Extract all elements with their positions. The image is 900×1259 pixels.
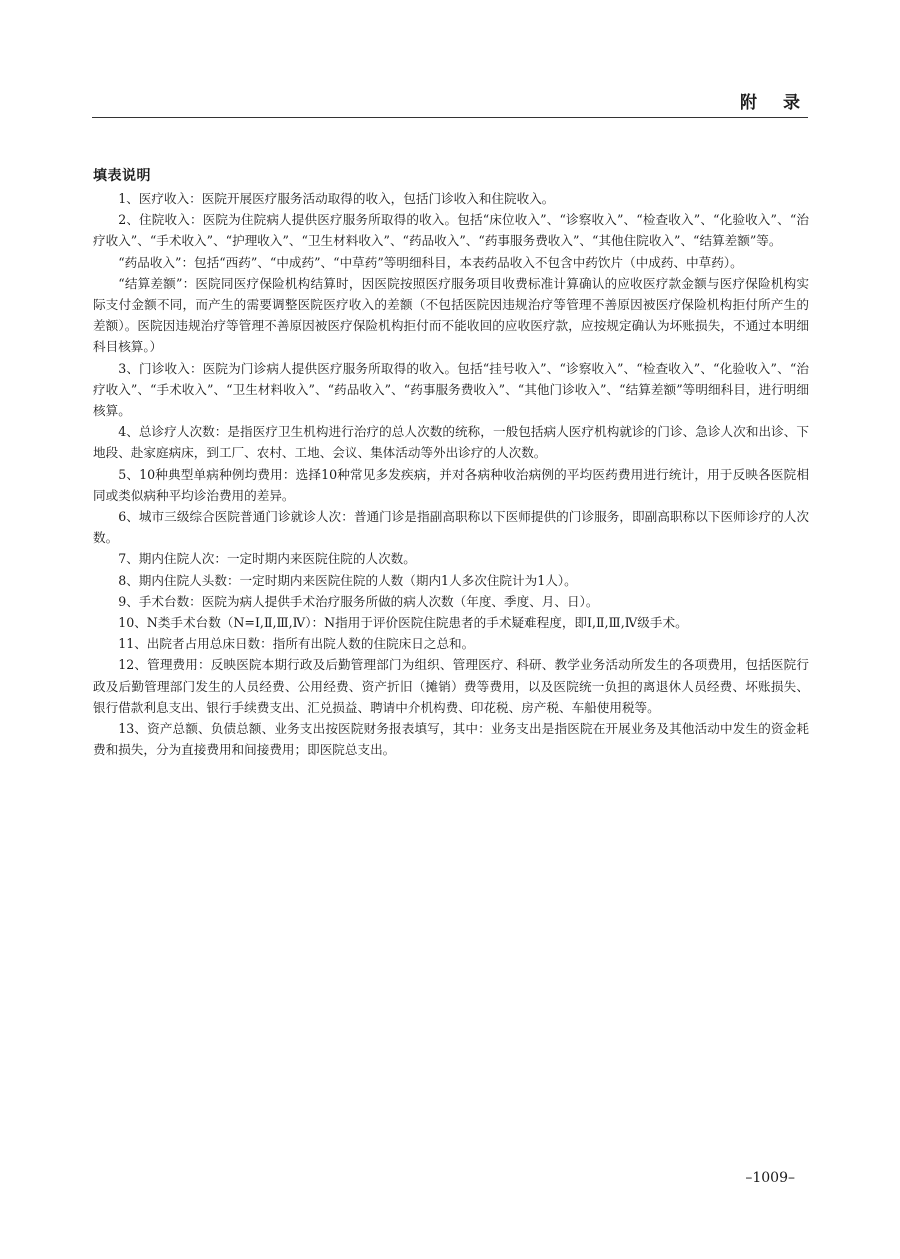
paragraph-discharge-bed-days: 11、出院者占用总床日数：指所有出院人数的住院床日之总和。 (118, 636, 475, 652)
paragraph-general-outpatient-visits: 6、城市三级综合医院普通门诊就诊人次：普通门诊是指副高职称以下医师提供的门诊服务，即副高职称以下医师诊疗的人次数。 (93, 509, 809, 546)
paragraph-surgery-class-count: 10、N类手术台数（N=Ⅰ,Ⅱ,Ⅲ,Ⅳ）：N指用于评价医院住院患者的手术疑难程度，即Ⅰ,Ⅱ,Ⅲ,Ⅳ级手术。 (118, 615, 688, 631)
paragraph-outpatient-income: 3、门诊收入：医院为门诊病人提供医疗服务所取得的收入。包括“挂号收入”、“诊察收入”、“检查收入”、“化验收入”、“治疗收入”、“手术收入”、“卫生材料收入”、“药品收入”、“药事服务费收入”、“其他门诊收入”、“结算差额”等明细科目，进行明细核算。 (93, 360, 809, 419)
paragraph-drug-income: “药品收入”：包括“西药”、“中成药”、“中草药”等明细科目，本表药品收入不包含中药饮片（中成药、中草药）。 (118, 254, 743, 270)
header-divider (92, 117, 808, 118)
section-heading: 填表说明 (93, 168, 151, 184)
instructions-body (93, 188, 809, 760)
paragraph-management-expenses: 12、管理费用：反映医院本期行政及后勤管理部门为组织、管理医疗、科研、教学业务活动所发生的各项费用，包括医院行政及后勤管理部门发生的人员经费、公用经费、资产折旧（摊销）费等费用，以及医院统一负担的离退休人员经费、坏账损失、银行借款利息支出、银行手续费支出、汇兑损益、聘请中介机构费、印花税、房产税、车船使用税等。 (93, 657, 809, 715)
paragraph-medical-income: 1、医疗收入：医院开展医疗服务活动取得的收入，包括门诊收入和住院收入。 (118, 191, 555, 206)
paragraph-inpatient-headcount: 8、期内住院人头数：一定时期内来医院住院的人数（期内1人多次住院计为1人）。 (118, 572, 577, 588)
paragraph-single-disease-cost: 5、10种典型单病种例均费用：选择10种常见多发疾病，并对各病种收治病例的平均医药费用进行统计，用于反映各医院相同或类似病种平均诊治费用的差异。 (93, 466, 809, 503)
paragraph-total-visits: 4、总诊疗人次数：是指医疗卫生机构进行治疗的总人次数的统称，一般包括病人医疗机构就诊的门诊、急诊人次和出诊、下地段、赴家庭病床，到工厂、农村、工地、会议、集体活动等外出诊疗的人次数。 (93, 424, 809, 461)
paragraph-assets-liabilities: 13、资产总额、负债总额、业务支出按医院财务报表填写，其中：业务支出是指医院在开展业务及其他活动中发生的资金耗费和损失，分为直接费用和间接费用；即医院总支出。 (93, 721, 809, 758)
paragraph-inpatient-income: 2、住院收入：医院为住院病人提供医疗服务所取得的收入。包括“床位收入”、“诊察收入”、“检查收入”、“化验收入”、“治疗收入”、“手术收入”、“护理收入”、“卫生材料收入”、“药品收入”、“药事服务费收入”、“其他住院收入”、“结算差额”等。 (93, 212, 809, 249)
paragraph-settlement-difference: “结算差额”：医院同医疗保险机构结算时，因医院按照医疗服务项目收费标准计算确认的应收医疗款金额与医疗保险机构实际支付金额不同，而产生的需要调整医院医疗收入的差额（不包括医院因违规治疗等管理不善原因被医疗保险机构拒付所产生的差额）。医院因违规治疗等管理不善原因被医疗保险机构拒付而不能收回的应收医疗款，应按规定确认为坏账损失，不通过本明细科目核算。） (93, 275, 809, 355)
paragraph-surgery-count: 9、手术台数：医院为病人提供手术治疗服务所做的病人次数（年度、季度、月、日）。 (118, 593, 599, 609)
running-header-title: 附录 (740, 93, 826, 113)
page-number: –1009– (745, 1170, 795, 1186)
paragraph-inpatient-visits: 7、期内住院人次：一定时期内来医院住院的人次数。 (118, 551, 416, 567)
